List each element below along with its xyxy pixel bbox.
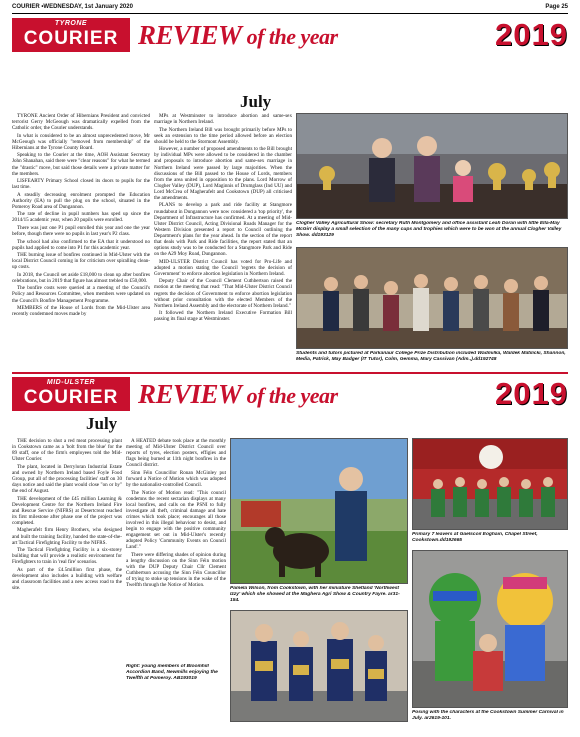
bottom-article-col-2 [126,438,226,660]
article-paragraph: Deputy Chair of the Council Clement Cuthbertson raised the motion at the meeting that read: "That Mid-Ulster District Council regrets the decision of Government to enforce abortion legislation without prior consultation with the elected Members of the Northern Ireland Assembly and the electorate of Northern Ireland." [154,278,292,309]
review-title [138,379,495,410]
carnival-caption: Posing with the characters at the Cookstown Summer Carnival in July. ar2619-101. [412,710,564,721]
logo-region: TYRONE [54,20,88,27]
primary-leavers-photo [412,438,568,530]
article-paragraph: MPs at Westminster to introduce abortion and same-sex marriage in Northern Ireland. [154,113,292,126]
article-paragraph: However, a number of proposed amendments to the Bill brought by individual MPs were allowed to be considered in the chamber and proposals to introduce abortion and same-sex marriage in Northern Ireland were passed by large majorities. When the discussions of the Bill passed to the House of Lords, members from the area united in opposition to the plans. Lord Morrow of Clogher Valley (DUP), Lord Maginnis of Drumglass (Ind UU) and Lord McCrea of Magherafelt and Cookstown (DUP) all criticised the amendments. [154,146,292,201]
logo-region: MID-ULSTER [46,379,96,386]
article-paragraph: The Notice of Motion read: "This council condemns the recent sectarian displays at many local bonfires, and calls on the PSNI to fully investigate all theft, criminal damage and hate crimes which took place; encourages all those involved in this illegal behaviour to desist, and begin to engage with the positive community engagement set out in Mid-Ulster's recently adopted Policy 'Community Events on Council Land'." [126,489,226,551]
trophies-photo-image [297,114,568,219]
page-header-left: COURIER •WEDNESDAY, 1st January 2020 [12,4,133,10]
article-paragraph: The plant, located in Derryloran Industrial Estate and owned by Northern Ireland based Foyle Food Group, put all of the processing facilities' staff on 30 days notice and said the plant would close "on or by" the end of August. [12,463,122,495]
mid-ulster-courier-logo [12,377,130,411]
article-paragraph: In what is considered to be an almost unprecedented move, Mr McGeough was officially "removed from membership" of the Hibernians at the Tyrone County Board. [12,132,150,151]
shetland-pony-photo [230,438,408,584]
tyrone-courier-logo [12,18,130,52]
article-paragraph: As part of the £4.5million first phase, the development also includes a building with welfare and classroom facilities and a new access road to the site. [12,566,122,592]
logo-title: COURIER [23,28,119,49]
year-label: 2019 [495,17,568,52]
review-sub: of the year [241,382,338,408]
students-photo-image [297,248,568,349]
article-paragraph: The bonfire costs were queried at a meeting of the Council's Policy and Resources Committee, when members were updated on the Council's Bonfire Management Programme. [12,285,150,304]
article-paragraph: Speaking to the Courier at the time, AOH Assistant Secretary John Shanahan, said there were "clear reasons" for what he termed the "drastic" move, but said those details were a private matter for the members. [12,152,150,177]
trophies-caption: Clogher Valley Agricultural Show: secretary Ruth Montgomery and office assistant Leah Doran with little Ella-May McGirr display a small selection of the many cups and trophies which were to be won at the annual Clogher Valley Show. dd193129 [296,221,562,238]
logo-title: COURIER [23,387,119,408]
primary-leavers-caption: Primary 7 leavers at Gaelscoil Eoghain, Chapel Street, Cookstown.dd192665 [412,532,538,543]
accordion-band-photo-image [231,611,408,722]
article-paragraph: MEMBERS of the House of Lords from the Mid-Ulster area recently condemned moves made by [12,305,150,318]
article-paragraph: TYRONE Ancient Order of Hibernians President and convicted terrorist Gerry McGeough was dramatically expelled from the Catholic order, the Courier understands. [12,113,150,132]
article-paragraph: PLANS to develop a park and ride facility at Stangmore roundabout in Dungannon were now considered a 'top priority', the Department of Infrastructure has confirmed. At a meeting of Mid-Ulster District Council, Acting Divisional Roads Manager for the Western Division presented a report to Council outlining the Department's plans for the year ahead. In the section of the report that deals with Park and Ride facilities, the report stated that an options study was to be conducted for a Stangmore Park and Ride on the A29 Moy Road, Dungannon. [154,202,292,258]
top-month-heading: July [240,92,272,111]
review-word: REVIEW [138,19,242,50]
article-paragraph: THE burning issue of bonfires continued in Mid-Ulster with the local District Council coming in for criticism over spiralling clean-up costs. [12,252,150,271]
accordion-band-caption: Right: young members of Bloomhill Accordion Band, Newmills enjoying the Twelfth at Pomeroy. AB193019 [126,664,218,681]
article-paragraph: THE development of the £45 million Learning & Development Centre for the Northern Ireland Fire and Rescue Service (NIFRS) at Desertcreat reached its first milestone after phase one of the project was completed. [12,495,122,526]
bottom-article-col-1 [12,438,122,728]
article-paragraph: The Northern Ireland Bill was brought primarily before MPs to seek an extension to the time period allowed before an election should be held to the Stormont Assembly. [154,126,292,145]
page-number: Page 25 [545,4,568,10]
top-article-col-2 [154,113,292,365]
review-title [138,20,495,51]
article-paragraph: Sinn Féin Councillor Ronan McGinley put forward a Notice of Motion which was adopted by the nationalist-controlled Council. [126,469,226,489]
bottom-masthead [12,376,568,412]
article-paragraph: LISFEARTY Primary School closed its doors to pupils for the last time. [12,178,150,191]
article-paragraph: The rate of decline in pupil numbers has sped up since the 2014/15 academic year, when 20 pupils were enrolled. [12,211,150,224]
article-paragraph: THE decision to shut a red meat processing plant in Cookstown came as a 'bolt from the blue' for the 89 staff, one of the firm's employees told the Mid-Ulster Courier. [12,438,122,463]
year-label: 2019 [495,376,568,411]
carnival-characters-photo-image [413,551,568,708]
section-divider [12,372,568,374]
review-sub: of the year [241,23,338,49]
article-paragraph: MID-ULSTER District Council has voted for Pro-Life and adopted a motion stating the Council 'regrets the decision of Government' to enforce abortion legislation in Northern Ireland. [154,258,292,277]
top-article-col-1 [12,113,150,365]
top-masthead [12,17,568,53]
article-paragraph: There were differing shades of opinion during a lengthy discussion on the Sinn Féin motion with the DUP Deputy Chair Cllr Clement Cuthbertson accusing the Sinn Féin Councillor of trying to stoke up tensions in the wake of the Twelfth through the Notice of Motion. [126,551,226,589]
accordion-band-photo [230,610,408,722]
article-paragraph: The school had also confirmed to the EA that it understood no pupils had applied to come into P1 for this academic year. [12,238,150,251]
review-word: REVIEW [138,378,242,409]
article-paragraph: There was just one P1 pupil enrolled this year and one the year before, though there were no pupils in last year's P2 class. [12,224,150,238]
article-paragraph: Magherafelt firm Henry Brothers, who designed and built the training facility, handed the state-of-the-art Tactical Firefighting Facility to the NIFRS. [12,527,122,546]
article-paragraph: It followed the Northern Ireland Executive Formation Bill passing its final stage at Westminster. [154,310,292,323]
carnival-characters-photo [412,550,568,708]
article-paragraph: In 2018, the Council set aside £18,000 to clean up after bonfires celebrations, but in 2019 that figure has almost trebled to £50,000. [12,271,150,284]
shetland-pony-caption: Pamela Wilson, from Cookstown, with her miniature Shetland 'Northwest Izzy' which she showed at the Maghera Agri Show & Country Fayre. ar31-154. [230,586,400,603]
students-photo [296,247,568,349]
bottom-month-heading: July [86,414,118,433]
article-paragraph: The Tactical Firefighting Facility is a six-storey building that will provide a realistic environment for Firefighters to train in 'real fire' scenarios. [12,547,122,566]
trophies-photo [296,113,568,219]
shetland-pony-photo-image [231,439,408,584]
students-caption: Students and tutors pictured at Parkanaur College Prize Distribution included Wadmilka, Waldek Matilicki, Shannon, Media, Patrick, May Badger (IT Tutor), Colm, Gemma, Mary Cassivan (Adm.,).dd192748 [296,351,566,362]
article-paragraph: A steadily decreasing enrolment prompted the Education Authority (EA) to pull the plug on the school, situated in the Pomeroy Road area of Dungannon. [12,191,150,210]
page-header [12,4,568,14]
article-paragraph: A HEATED debate took place at the monthly meeting of Mid-Ulster District Council over reports of tyres, election posters, effigies and flags being burned at 11th night bonfires in the Council district. [126,438,226,469]
primary-leavers-photo-image [413,439,568,530]
